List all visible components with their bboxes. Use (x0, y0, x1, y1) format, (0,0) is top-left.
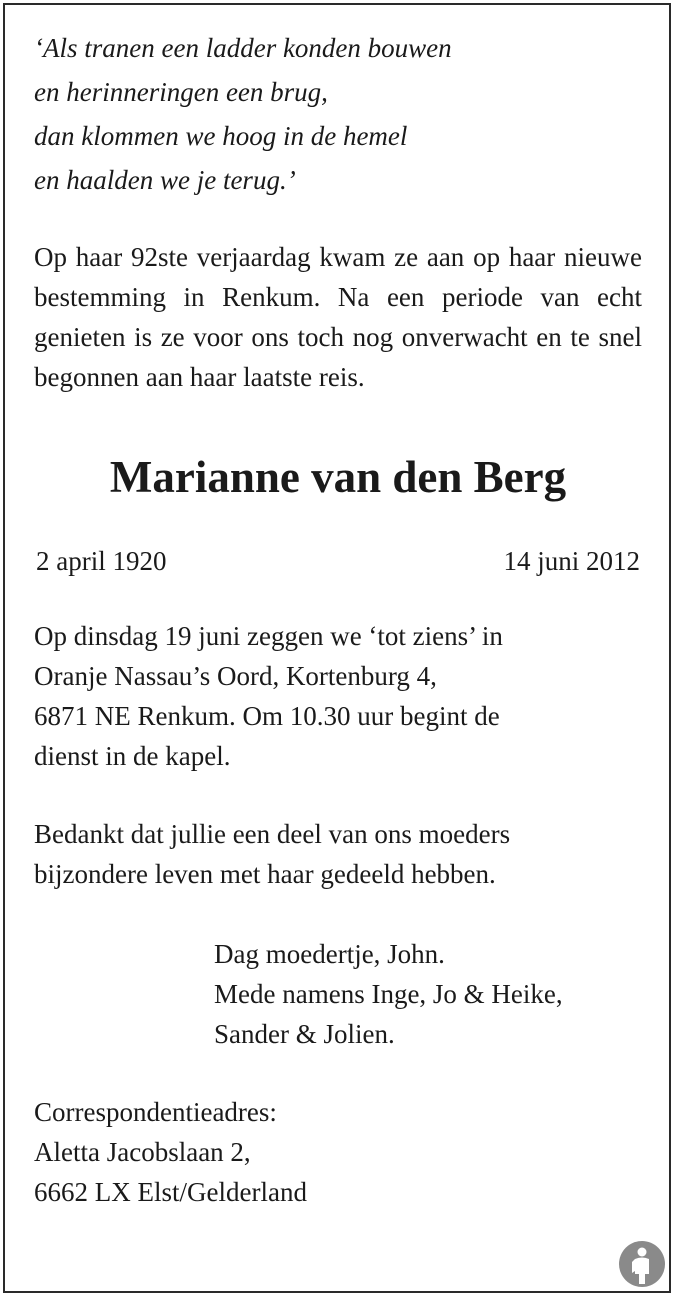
service-line: 6871 NE Renkum. Om 10.30 uur begint de (34, 701, 500, 731)
poem-line: en herinneringen een brug, (34, 77, 328, 107)
life-dates (34, 543, 642, 579)
service-line: Oranje Nassau’s Oord, Kortenburg 4, (34, 661, 437, 691)
poem-line: dan klommen we hoog in de hemel (34, 121, 408, 151)
address-line: Correspondentieadres: (34, 1097, 277, 1127)
signoff (214, 934, 642, 1054)
address-line: Aletta Jacobslaan 2, (34, 1137, 251, 1167)
thanks-line: Bedankt dat jullie een deel van ons moeders (34, 819, 511, 849)
signoff-line: Mede namens Inge, Jo & Heike, (214, 979, 563, 1009)
correspondence-address (34, 1092, 642, 1212)
thanks-paragraph (34, 814, 642, 894)
intro-paragraph: Op haar 92ste verjaardag kwam ze aan op haar nieuwe bestemming in Renkum. Na een periode van echt genieten is ze voor ons toch nog onverwacht en te snel begonnen aan haar laatste reis. (34, 242, 642, 392)
poem (34, 26, 642, 202)
service-line: dienst in de kapel. (34, 741, 231, 771)
thanks-line: bijzondere leven met haar gedeeld hebben. (34, 859, 496, 889)
signoff-line: Dag moedertje, John. (214, 939, 445, 969)
birth-date: 2 april 1920 (36, 546, 167, 576)
deceased-name: Marianne van den Berg (109, 452, 567, 502)
person-silhouette-icon (618, 1240, 666, 1288)
poem-line: en haalden we je terug.’ (34, 165, 296, 195)
poem-line: ‘Als tranen een ladder konden bouwen (34, 33, 452, 63)
service-paragraph (34, 616, 642, 776)
signoff-line: Sander & Jolien. (214, 1019, 395, 1049)
service-line: Op dinsdag 19 juni zeggen we ‘tot ziens’ in (34, 621, 503, 651)
address-line: 6662 LX Elst/Gelderland (34, 1177, 307, 1207)
death-date: 14 juni 2012 (503, 546, 640, 576)
obituary-notice (34, 26, 642, 1212)
